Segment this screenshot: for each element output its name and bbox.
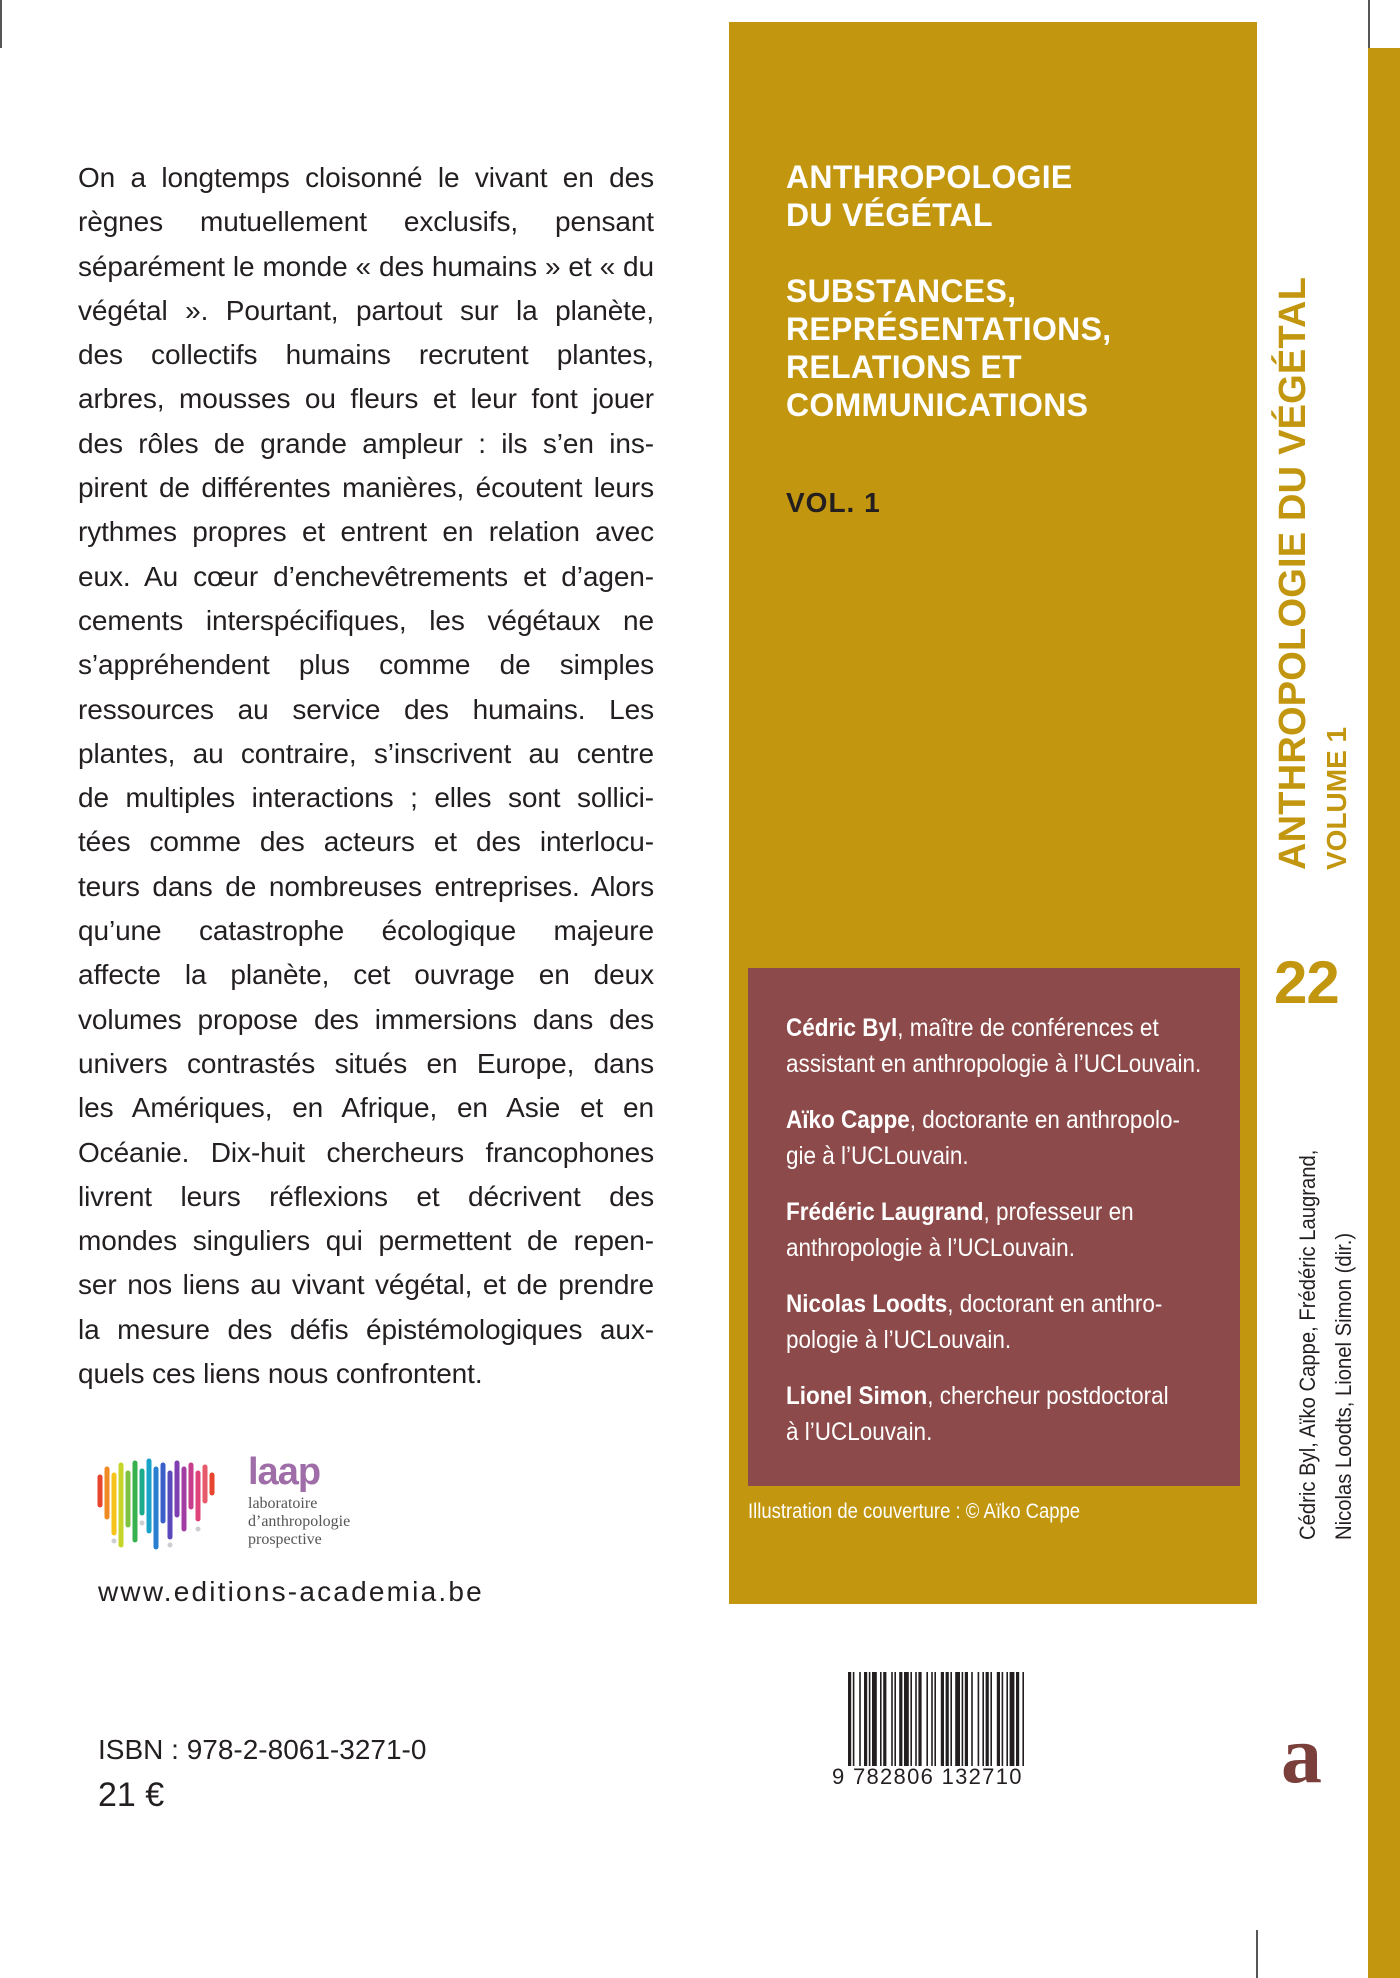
- author-role: à l’UCLouvain.: [786, 1418, 933, 1446]
- author-entry: [786, 1378, 1169, 1450]
- author-role: pologie à l’UCLouvain.: [786, 1326, 1012, 1354]
- description-line: eux. Au cœur d’enchevêtrements et d’agen-: [78, 560, 654, 592]
- laap-subtitle: [248, 1495, 350, 1549]
- title-spacer: [786, 234, 1226, 272]
- book-subtitle-line: REPRÉSENTATIONS,: [786, 311, 1112, 347]
- spine-authors-line: Nicolas Loodts, Lionel Simon (dir.): [1331, 1232, 1356, 1540]
- description-line: des rôles de grande ampleur : ils s’en ins-: [78, 427, 654, 459]
- description-line: règnes mutuellement exclusifs, pensant: [78, 206, 654, 238]
- author-name: Nicolas Loodts: [786, 1290, 948, 1318]
- author-entry: [786, 1286, 1163, 1358]
- book-subtitle-line: COMMUNICATIONS: [786, 387, 1089, 423]
- book-title-line: DU VÉGÉTAL: [786, 197, 993, 233]
- description-line: de multiples interactions ; elles sont sollici-: [78, 782, 654, 814]
- description-line: ser nos liens au vivant végétal, et de prendre: [78, 1269, 654, 1301]
- laap-subtitle-line: d’anthropologie: [248, 1513, 351, 1530]
- series-number: 22: [1274, 949, 1339, 1016]
- author-role: , maître de conférences et: [897, 1014, 1159, 1042]
- description-line: cements interspécifiques, les végétaux ne: [78, 604, 654, 636]
- description-line: quels ces liens nous confrontent.: [78, 1358, 483, 1390]
- barcode-digits: 9 782806 132710: [832, 1764, 1023, 1789]
- author-role: , doctorante en anthropolo-: [909, 1106, 1180, 1134]
- author-role: , chercheur postdoctoral: [927, 1382, 1169, 1410]
- description-line: livrent leurs réflexions et décrivent des: [78, 1180, 654, 1212]
- book-title-line: ANTHROPOLOGIE: [786, 159, 1073, 195]
- description-line: Océanie. Dix-huit chercheurs francophones: [78, 1136, 654, 1168]
- author-name: Cédric Byl: [786, 1014, 898, 1042]
- description-line: tées comme des acteurs et des interlocu-: [78, 826, 654, 858]
- description-line: univers contrastés situés en Europe, dans: [78, 1047, 654, 1079]
- spine-authors-line: Cédric Byl, Aïko Cappe, Frédéric Laugrand,: [1295, 1149, 1320, 1540]
- description-line: rythmes propres et entrent en relation avec: [78, 516, 654, 548]
- price: 21 €: [98, 1776, 165, 1814]
- publisher-website: www.editions-academia.be: [98, 1576, 484, 1607]
- author-name: Aïko Cappe: [786, 1106, 910, 1134]
- laap-subtitle-line: laboratoire: [248, 1495, 318, 1512]
- description-line: des collectifs humains recrutent plantes,: [78, 339, 654, 371]
- isbn: ISBN : 978-2-8061-3271-0: [98, 1734, 427, 1765]
- author-role: , professeur en: [983, 1198, 1134, 1226]
- description-line: ressources au service des humains. Les: [78, 693, 654, 725]
- author-name: Lionel Simon: [786, 1382, 928, 1410]
- author-entry: [786, 1102, 1180, 1174]
- book-title-block: [786, 158, 1226, 424]
- author-entry: [786, 1194, 1160, 1266]
- authors-box: [748, 968, 1240, 1486]
- author-role: assistant en anthropologie à l’UCLouvain.: [786, 1050, 1202, 1078]
- description-line: qu’une catastrophe écologique majeure: [78, 915, 654, 947]
- description-line: pirent de différentes manières, écoutent leurs: [78, 472, 654, 504]
- spine-title: ANTHROPOLOGIE DU VÉGÉTAL: [1272, 276, 1314, 870]
- gold-edge-strip: [1368, 48, 1400, 1978]
- crop-mark: [1368, 0, 1370, 48]
- author-role: , doctorant en anthro-: [947, 1290, 1163, 1318]
- description-line: teurs dans de nombreuses entreprises. Alors: [78, 870, 654, 902]
- laap-logo: [96, 1451, 386, 1555]
- spine-volume: VOLUME 1: [1321, 726, 1352, 870]
- description-line: séparément le monde « des humains » et « du: [78, 250, 654, 282]
- academia-publisher-logo: a: [1281, 1709, 1322, 1800]
- description-line: s’appréhendent plus comme de simples: [78, 649, 654, 681]
- book-subtitle-line: RELATIONS ET: [786, 349, 1022, 385]
- description-line: volumes propose des immersions dans des: [78, 1003, 654, 1035]
- laap-subtitle-line: prospective: [248, 1531, 322, 1548]
- description-line: plantes, au contraire, s’inscrivent au centre: [78, 737, 654, 769]
- laap-wordmark: laap: [248, 1451, 321, 1493]
- author-role: anthropologie à l’UCLouvain.: [786, 1234, 1075, 1262]
- back-cover-description: [78, 156, 654, 1396]
- description-line: végétal ». Pourtant, partout sur la planète,: [78, 294, 654, 326]
- description-line: mondes singuliers qui permettent de repen-: [78, 1225, 654, 1257]
- description-line: On a longtemps cloisonné le vivant en des: [78, 162, 654, 193]
- author-role: gie à l’UCLouvain.: [786, 1142, 969, 1170]
- description-line: affecte la planète, cet ouvrage en deux: [78, 959, 654, 991]
- spine-authors: [1290, 1116, 1362, 1540]
- laap-color-bars-icon: [96, 1455, 246, 1555]
- cover-illustration-credit: Illustration de couverture : © Aïko Cappe: [748, 1500, 1081, 1523]
- description-line: les Amériques, en Afrique, en Asie et en: [78, 1092, 654, 1124]
- description-line: la mesure des défis épistémologiques aux-: [78, 1313, 654, 1345]
- crop-mark: [1256, 1930, 1258, 1978]
- author-entry: [786, 1010, 1202, 1082]
- crop-mark: [0, 0, 2, 48]
- author-name: Frédéric Laugrand: [786, 1198, 984, 1226]
- description-line: arbres, mousses ou fleurs et leur font jouer: [78, 383, 654, 415]
- volume-label: VOL. 1: [786, 487, 881, 518]
- book-subtitle-line: SUBSTANCES,: [786, 273, 1017, 309]
